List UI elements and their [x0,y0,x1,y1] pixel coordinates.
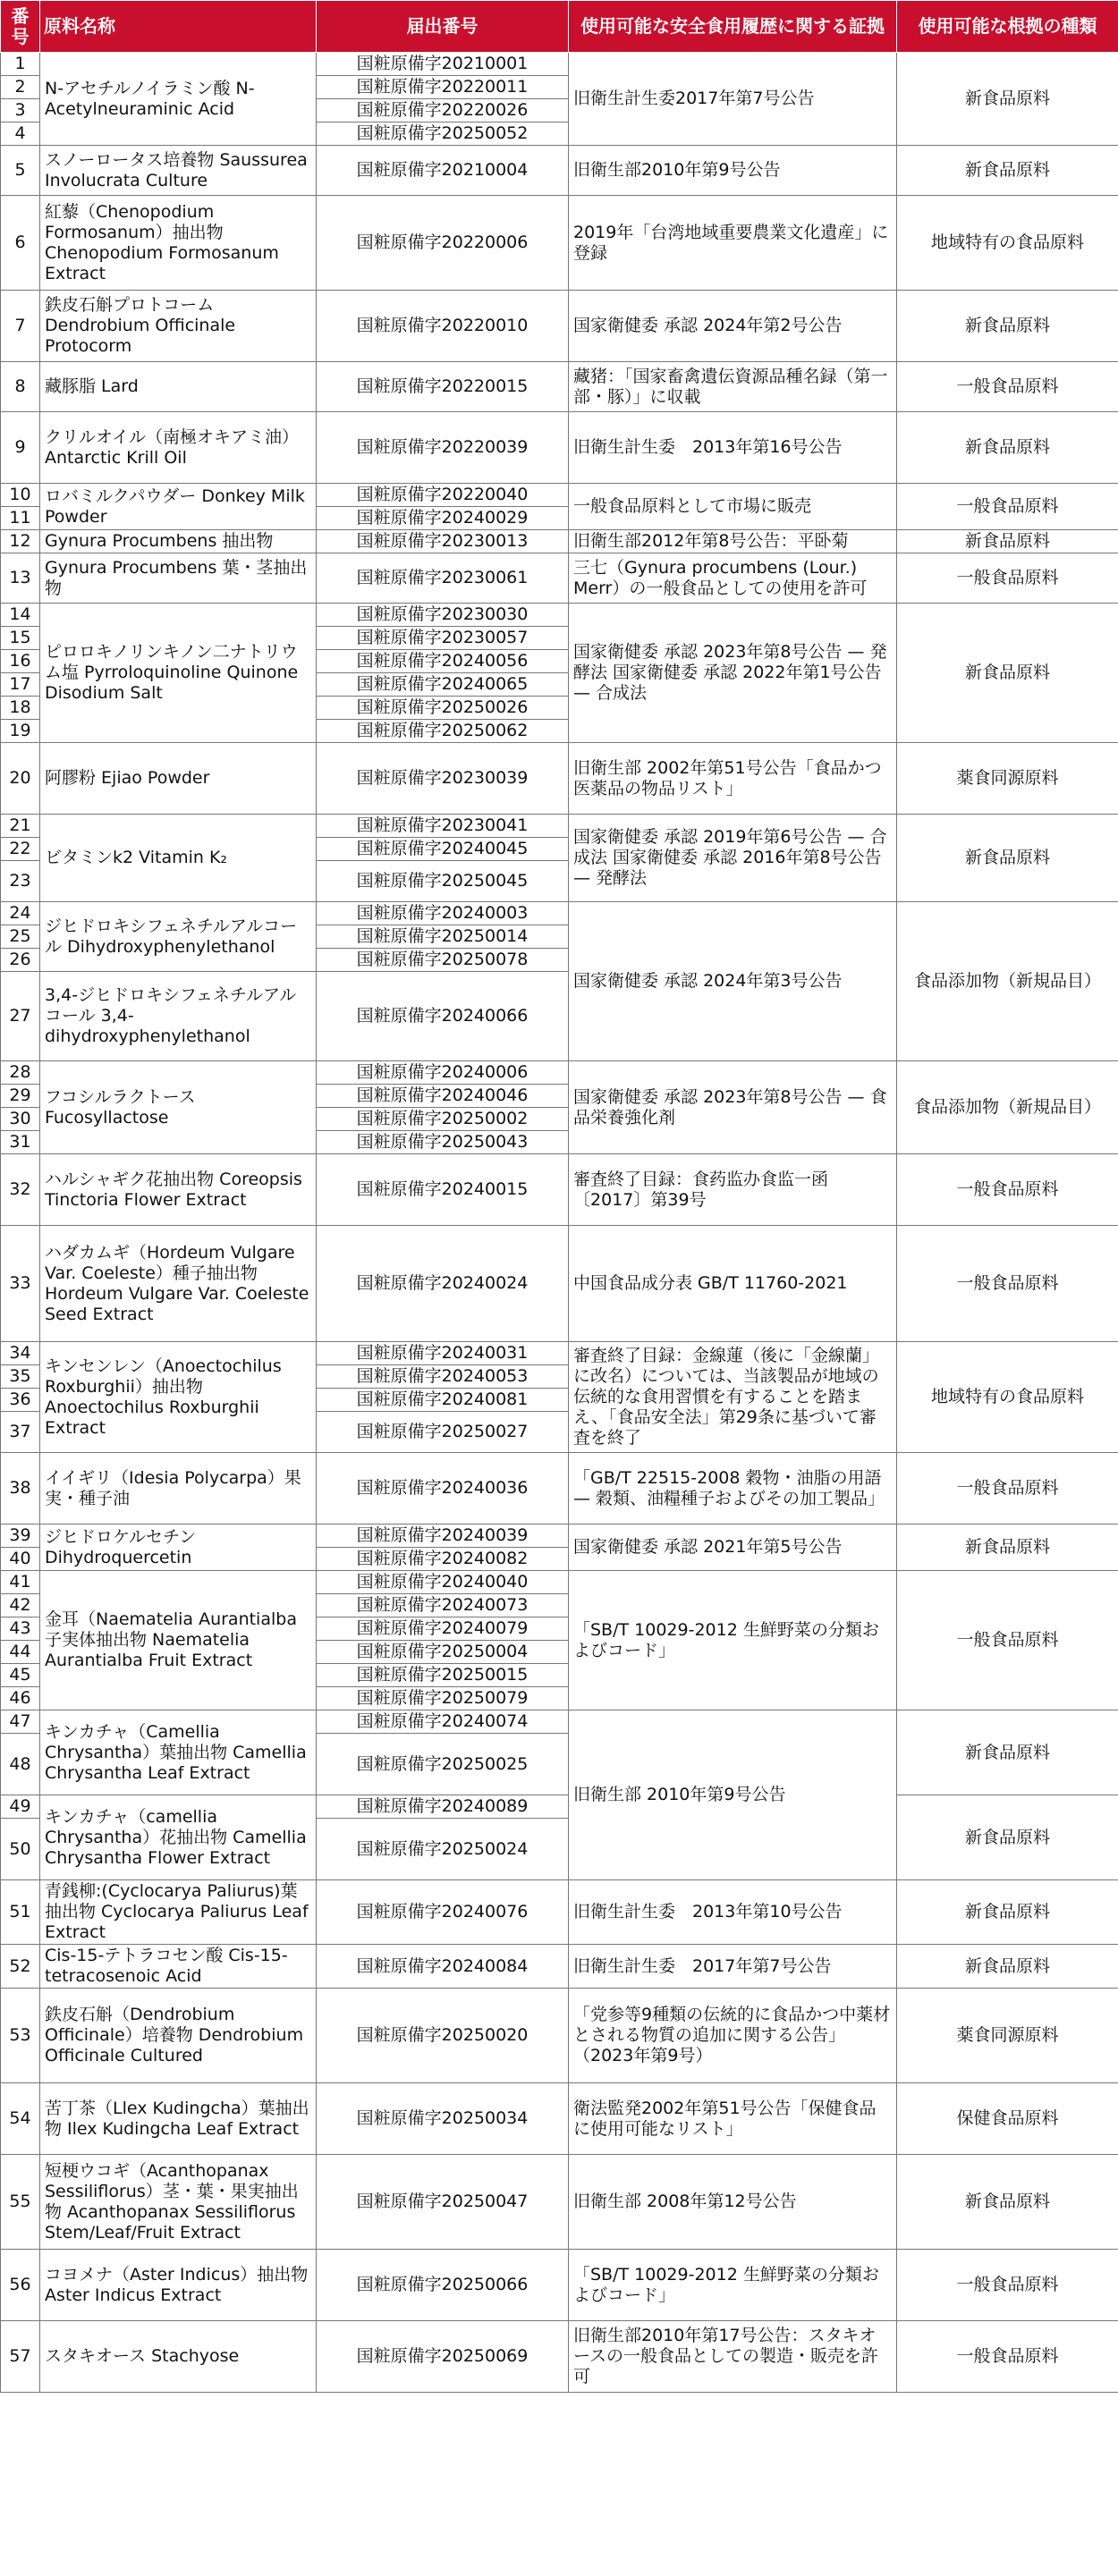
row-number: 31 [1,1131,40,1154]
row-number: 19 [1,720,40,743]
table-row [1,2083,1118,2155]
ingredient-name: ピロロキノリンキノン二ナトリウム塩 Pyrroloquinoline Quinone Disodium Salt [40,604,317,743]
filing-number: 国粧原備字20250066 [317,2250,569,2321]
filing-number: 国粧原備字20240015 [317,1154,569,1226]
material-type: 一般食品原料 [897,1154,1118,1226]
filing-number: 国粧原備字20240046 [317,1085,569,1108]
ingredient-name: ジヒドロキシフェネチルアルコール Dihydroxyphenylethanol [40,902,317,972]
evidence-text: 旧衛生計生委2017年第7号公告 [569,53,897,146]
row-number: 20 [1,743,40,815]
material-type: 新食品原料 [897,2155,1118,2250]
row-number: 33 [1,1226,40,1342]
filing-number: 国粧原備字20240089 [317,1795,569,1819]
evidence-text: 「党参等9種類の伝統的に食品かつ中薬材とされる物質の追加に関する公告」（2023年第9号） [569,1989,897,2083]
row-number: 38 [1,1453,40,1524]
table-row [1,362,1118,412]
table-row [1,2155,1118,2250]
filing-number: 国粧原備字20240024 [317,1226,569,1342]
ingredient-name: イイギリ（Idesia Polycarpa）果実・種子油 [40,1453,317,1524]
material-type: 新食品原料 [897,291,1118,362]
filing-number: 国粧原備字20220039 [317,412,569,484]
ingredient-name: ロバミルクパウダー Donkey Milk Powder [40,484,317,530]
material-type: 薬食同源原料 [897,743,1118,815]
material-type: 新食品原料 [897,530,1118,553]
material-type: 新食品原料 [897,604,1118,743]
table-row [1,1226,1118,1342]
filing-number: 国粧原備字20220006 [317,196,569,291]
table-row [1,1710,1118,1734]
row-number: 50 [1,1819,40,1880]
table-row [1,604,1118,627]
table-row [1,1524,1118,1548]
ingredient-name: 青銭柳:(Cyclocarya Paliurus)葉抽出物 Cyclocarya Paliurus Leaf Extract [40,1880,317,1945]
row-number: 55 [1,2155,40,2250]
filing-number: 国粧原備字20240079 [317,1617,569,1641]
row-number: 26 [1,949,40,972]
ingredient-name: ハダカムギ（Hordeum Vulgare Var. Coeleste）種子抽出物 Hordeum Vulgare Var. Coeleste Seed Extract [40,1226,317,1342]
filing-number: 国粧原備字20250025 [317,1734,569,1795]
material-type: 保健食品原料 [897,2083,1118,2155]
row-number: 32 [1,1154,40,1226]
ingredient-name: Gynura Procumbens 抽出物 [40,530,317,553]
filing-number: 国粧原備字20240053 [317,1365,569,1389]
row-number: 56 [1,2250,40,2321]
table-row [1,2321,1118,2393]
ingredient-name: 金耳（Naematelia Aurantialba 子実体抽出物 Naematelia Aurantialba Fruit Extract [40,1571,317,1710]
row-number: 9 [1,412,40,484]
filing-number: 国粧原備字20250020 [317,1989,569,2083]
filing-number: 国粧原備字20250014 [317,925,569,949]
material-type: 薬食同源原料 [897,1989,1118,2083]
row-number: 18 [1,697,40,720]
row-number: 1 [1,53,40,76]
row-number: 41 [1,1571,40,1594]
ingredient-name: キンカチャ（camellia Chrysantha）花抽出物 Camellia Chrysantha Flower Extract [40,1795,317,1880]
filing-number: 国粧原備字20250045 [317,861,569,902]
row-number: 34 [1,1342,40,1365]
row-number: 29 [1,1085,40,1108]
material-type: 一般食品原料 [897,484,1118,530]
material-type: 一般食品原料 [897,2321,1118,2393]
table-row [1,484,1118,507]
filing-number: 国粧原備字20240056 [317,650,569,673]
filing-number: 国粧原備字20240003 [317,902,569,925]
filing-number: 国粧原備字20240029 [317,507,569,530]
row-number: 54 [1,2083,40,2155]
row-number: 3 [1,99,40,122]
table-row [1,815,1118,838]
material-type: 一般食品原料 [897,1453,1118,1524]
table-row [1,53,1118,76]
row-number: 40 [1,1548,40,1571]
filing-number: 国粧原備字20220011 [317,76,569,99]
row-number: 48 [1,1734,40,1795]
filing-number: 国粧原備字20240084 [317,1945,569,1989]
filing-number: 国粧原備字20250034 [317,2083,569,2155]
row-number: 37 [1,1412,40,1453]
material-type: 新食品原料 [897,53,1118,146]
evidence-text: 三七（Gynura procumbens (Lour.) Merr）の一般食品としての使用を許可 [569,553,897,604]
ingredient-name: ハルシャギク花抽出物 Coreopsis Tinctoria Flower Extract [40,1154,317,1226]
table-row [1,1795,1118,1819]
row-number: 5 [1,146,40,196]
ingredient-name: Cis-15-テトラコセン酸 Cis-15-tetracosenoic Acid [40,1945,317,1989]
material-type: 地域特有の食品原料 [897,196,1118,291]
row-number: 6 [1,196,40,291]
table-row [1,1945,1118,1989]
material-type: 新食品原料 [897,1524,1118,1571]
row-number: 51 [1,1880,40,1945]
filing-number: 国粧原備字20240074 [317,1710,569,1734]
material-type: 一般食品原料 [897,2250,1118,2321]
ingredient-name: 阿膠粉 Ejiao Powder [40,743,317,815]
filing-number: 国粧原備字20230030 [317,604,569,627]
material-type: 新食品原料 [897,1710,1118,1795]
filing-number: 国粧原備字20240039 [317,1524,569,1548]
ingredient-name: N-アセチルノイラミン酸 N-Acetylneuraminic Acid [40,53,317,146]
filing-number: 国粧原備字20250047 [317,2155,569,2250]
filing-number: 国粧原備字20250069 [317,2321,569,2393]
filing-number: 国粧原備字20240006 [317,1061,569,1085]
row-number: 49 [1,1795,40,1819]
filing-number: 国粧原備字20240073 [317,1594,569,1617]
evidence-text: 「GB/T 22515-2008 穀物・油脂の用語 — 穀類、油糧種子およびその加工製品」 [569,1453,897,1524]
row-number: 12 [1,530,40,553]
filing-number: 国粧原備字20240076 [317,1880,569,1945]
filing-number: 国粧原備字20240031 [317,1342,569,1365]
ingredient-name: スノーロータス培養物 Saussurea Involucrata Culture [40,146,317,196]
ingredient-name: ジヒドロケルセチン Dihydroquercetin [40,1524,317,1571]
filing-number: 国粧原備字20230057 [317,627,569,650]
evidence-text: 国家衛健委 承認 2024年第3号公告 [569,902,897,1061]
row-number: 13 [1,553,40,604]
table-row [1,1880,1118,1945]
ingredient-name: 苦丁茶（Llex Kudingcha）葉抽出物 Ilex Kudingcha Leaf Extract [40,2083,317,2155]
filing-number: 国粧原備字20240082 [317,1548,569,1571]
ingredient-name: Gynura Procumbens 葉・茎抽出物 [40,553,317,604]
evidence-text: 衛法監発2002年第51号公告「保健食品に使用可能なリスト」 [569,2083,897,2155]
row-number: 52 [1,1945,40,1989]
filing-number: 国粧原備字20220010 [317,291,569,362]
table-row [1,1342,1118,1365]
table-row [1,1453,1118,1524]
filing-number: 国粧原備字20210004 [317,146,569,196]
ingredient-name: ビタミンk2 Vitamin K₂ [40,815,317,902]
evidence-text: 旧衛生部 2002年第51号公告「食品かつ医薬品の物品リスト」 [569,743,897,815]
filing-number: 国粧原備字20230041 [317,815,569,838]
row-number: 27 [1,972,40,1061]
row-number: 28 [1,1061,40,1085]
evidence-text: 藏猪：「国家畜禽遺伝資源品種名録（第一部・豚）」に収載 [569,362,897,412]
table-row [1,196,1118,291]
evidence-text: 旧衛生部 2008年第12号公告 [569,2155,897,2250]
evidence-text: 中国食品成分表 GB/T 11760-2021 [569,1226,897,1342]
row-number: 14 [1,604,40,627]
ingredient-name: キンカチャ（Camellia Chrysantha）葉抽出物 Camellia Chrysantha Leaf Extract [40,1710,317,1795]
evidence-text: 2019年「台湾地域重要農業文化遺産」に登録 [569,196,897,291]
ingredient-name: フコシルラクトース Fucosyllactose [40,1061,317,1154]
material-type: 新食品原料 [897,815,1118,902]
filing-number: 国粧原備字20240045 [317,838,569,861]
table-row [1,412,1118,484]
evidence-text: 審査終了目録：金線蓮（後に「金線蘭」に改名）については、当該製品が地域の伝統的な食用習慣を有することを踏まえ、「食品安全法」第29条に基づいて審査を終了 [569,1342,897,1453]
row-number: 22 [1,838,40,861]
header-code: 届出番号 [317,1,569,53]
filing-number: 国粧原備字20230039 [317,743,569,815]
ingredient-name: スタキオース Stachyose [40,2321,317,2393]
row-number: 15 [1,627,40,650]
evidence-text: 旧衛生計生委 2013年第10号公告 [569,1880,897,1945]
ingredient-name: 短梗ウコギ（Acanthopanax Sessiliflorus）茎・葉・果実抽出物 Acanthopanax Sessiliflorus Stem/Leaf/Fruit Extract [40,2155,317,2250]
row-number: 30 [1,1108,40,1131]
table-row [1,902,1118,925]
material-type: 食品添加物（新規品目） [897,1061,1118,1154]
evidence-text: 国家衛健委 承認 2021年第5号公告 [569,1524,897,1571]
filing-number: 国粧原備字20250079 [317,1687,569,1710]
ingredient-name: 鉄皮石斛プロトコーム Dendrobium Officinale Protocorm [40,291,317,362]
material-type: 新食品原料 [897,1880,1118,1945]
filing-number: 国粧原備字20250015 [317,1664,569,1687]
filing-number: 国粧原備字20250004 [317,1641,569,1664]
header-name: 原料名称 [40,1,317,53]
header-number: 番号 [1,1,40,53]
evidence-text: 旧衛生計生委 2017年第7号公告 [569,1945,897,1989]
filing-number: 国粧原備字20250024 [317,1819,569,1880]
material-type: 一般食品原料 [897,362,1118,412]
row-number: 24 [1,902,40,925]
ingredient-name: 紅藜（Chenopodium Formosanum）抽出物 Chenopodium Formosanum Extract [40,196,317,291]
filing-number: 国粧原備字20240065 [317,673,569,697]
row-number: 44 [1,1641,40,1664]
row-number: 42 [1,1594,40,1617]
row-number: 35 [1,1365,40,1389]
row-number: 7 [1,291,40,362]
evidence-text: 国家衛健委 承認 2019年第6号公告 — 合成法 国家衛健委 承認 2016年第8号公告 — 発酵法 [569,815,897,902]
row-number: 21 [1,815,40,838]
filing-number: 国粧原備字20230013 [317,530,569,553]
evidence-text: 旧衛生部 2010年第9号公告 [569,1710,897,1880]
ingredient-name: キンセンレン（Anoectochilus Roxburghii）抽出物 Anoectochilus Roxburghii Extract [40,1342,317,1453]
evidence-text: 「SB/T 10029-2012 生鮮野菜の分類およびコード」 [569,1571,897,1710]
row-number: 43 [1,1617,40,1641]
row-number: 16 [1,650,40,673]
filing-number: 国粧原備字20250043 [317,1131,569,1154]
table-body [1,53,1118,2393]
evidence-text: 国家衛健委 承認 2023年第8号公告 — 食品栄養強化剤 [569,1061,897,1154]
row-number: 8 [1,362,40,412]
row-number: 46 [1,1687,40,1710]
row-number: 4 [1,122,40,146]
header-type: 使用可能な根拠の種類 [897,1,1118,53]
material-type: 新食品原料 [897,412,1118,484]
ingredient-name: 藏豚脂 Lard [40,362,317,412]
filing-number: 国粧原備字20250026 [317,697,569,720]
row-number: 36 [1,1389,40,1412]
table-row [1,1061,1118,1085]
filing-number: 国粧原備字20240081 [317,1389,569,1412]
table-row [1,553,1118,604]
ingredient-name: クリルオイル（南極オキアミ油） Antarctic Krill Oil [40,412,317,484]
row-number: 45 [1,1664,40,1687]
ingredient-name: 3,4-ジヒドロキシフェネチルアルコール 3,4-dihydroxyphenylethanol [40,972,317,1061]
row-number: 39 [1,1524,40,1548]
row-number: 10 [1,484,40,507]
filing-number: 国粧原備字20250078 [317,949,569,972]
table-row [1,2250,1118,2321]
material-type: 新食品原料 [897,1945,1118,1989]
evidence-text: 一般食品原料として市場に販売 [569,484,897,530]
evidence-text: 旧衛生部2012年第8号公告：平卧菊 [569,530,897,553]
table-row [1,146,1118,196]
evidence-text: 旧衛生部2010年第17号公告：スタキオースの一般食品としての製造・販売を許可 [569,2321,897,2393]
material-type: 新食品原料 [897,146,1118,196]
filing-number: 国粧原備字20250052 [317,122,569,146]
row-number: 57 [1,2321,40,2393]
filing-number: 国粧原備字20250002 [317,1108,569,1131]
filing-number: 国粧原備字20210001 [317,53,569,76]
table-row [1,1989,1118,2083]
filing-number: 国粧原備字20220026 [317,99,569,122]
row-number: 2 [1,76,40,99]
evidence-text: 国家衛健委 承認 2024年第2号公告 [569,291,897,362]
header-evidence: 使用可能な安全食用履歴に関する証拠 [569,1,897,53]
table-row [1,1154,1118,1226]
material-type: 地域特有の食品原料 [897,1342,1118,1453]
ingredient-name: コヨメナ（Aster Indicus）抽出物 Aster Indicus Extract [40,2250,317,2321]
table-row [1,291,1118,362]
filing-number: 国粧原備字20240040 [317,1571,569,1594]
header-row [1,1,1118,53]
filing-number: 国粧原備字20240036 [317,1453,569,1524]
row-number: 53 [1,1989,40,2083]
row-number: 47 [1,1710,40,1734]
evidence-text: 審査終了目録：食药监办食监一函〔2017〕第39号 [569,1154,897,1226]
evidence-text: 旧衛生部2010年第9号公告 [569,146,897,196]
material-type: 一般食品原料 [897,1226,1118,1342]
row-number: 23 [1,861,40,902]
filing-number: 国粧原備字20220040 [317,484,569,507]
evidence-text: 旧衛生計生委 2013年第16号公告 [569,412,897,484]
material-type: 一般食品原料 [897,553,1118,604]
filing-number: 国粧原備字20220015 [317,362,569,412]
material-type: 食品添加物（新規品目） [897,902,1118,1061]
row-number: 11 [1,507,40,530]
ingredient-name: 鉄皮石斛（Dendrobium Officinale）培養物 Dendrobium Officinale Cultured [40,1989,317,2083]
evidence-text: 「SB/T 10029-2012 生鮮野菜の分類およびコード」 [569,2250,897,2321]
filing-number: 国粧原備字20230061 [317,553,569,604]
filing-number: 国粧原備字20250027 [317,1412,569,1453]
evidence-text: 国家衛健委 承認 2023年第8号公告 — 発酵法 国家衛健委 承認 2022年第1号公告 — 合成法 [569,604,897,743]
filing-number: 国粧原備字20240066 [317,972,569,1061]
table-row [1,530,1118,553]
row-number: 17 [1,673,40,697]
table-row [1,743,1118,815]
table-row [1,1571,1118,1594]
row-number: 25 [1,925,40,949]
material-type: 一般食品原料 [897,1571,1118,1710]
material-type: 新食品原料 [897,1795,1118,1880]
filing-number: 国粧原備字20250062 [317,720,569,743]
